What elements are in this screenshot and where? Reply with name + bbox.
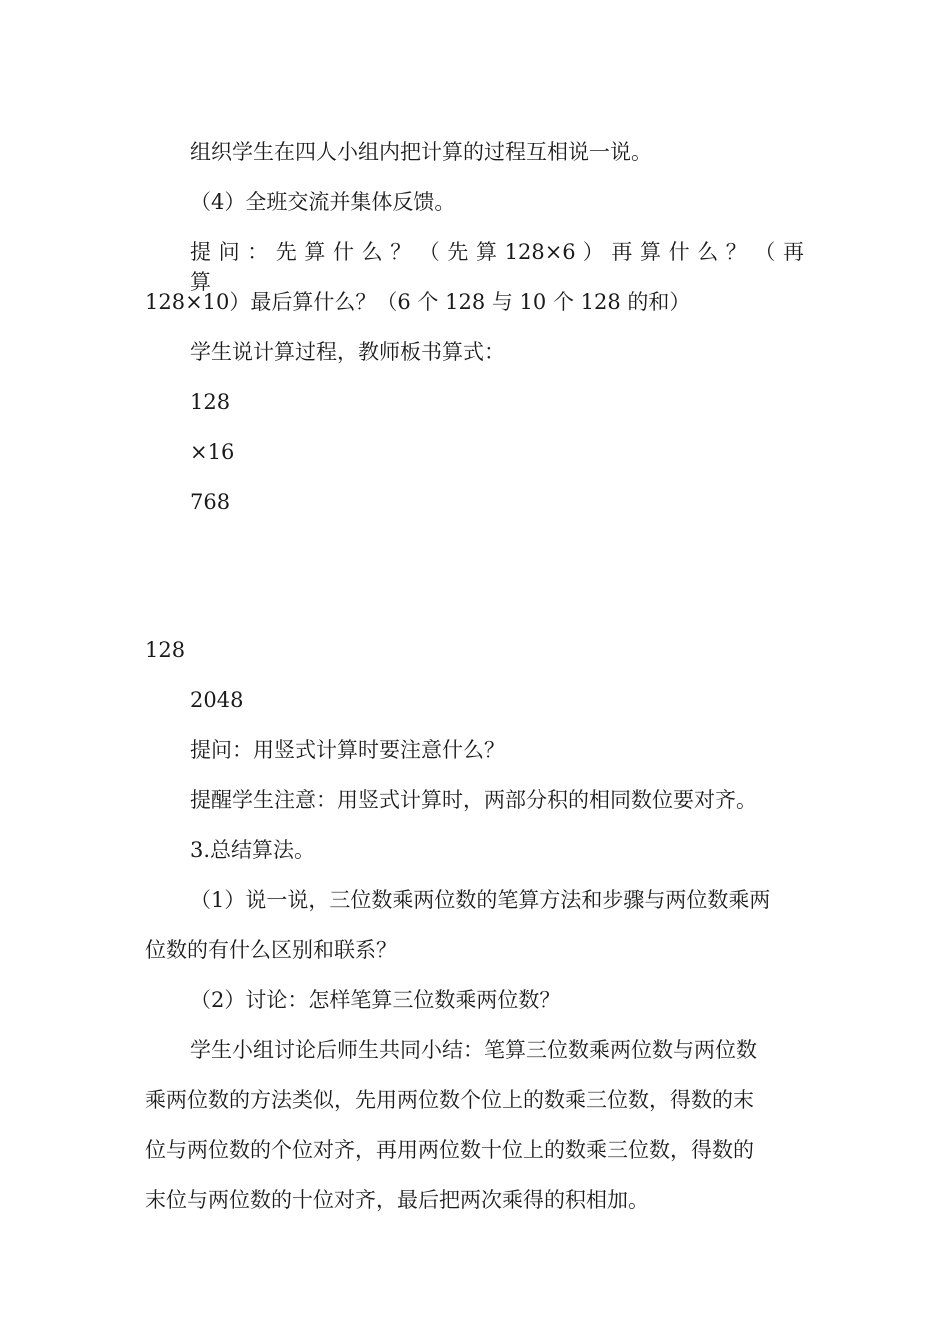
paragraph-line: 组织学生在四人小组内把计算的过程互相说一说。 [190, 140, 652, 164]
paragraph-line: 学生小组讨论后师生共同小结：笔算三位数乘两位数与两位数 [190, 1038, 757, 1062]
paragraph-line: 位与两位数的个位对齐，再用两位数十位上的数乘三位数，得数的 [145, 1138, 754, 1162]
paragraph-line: 学生说计算过程，教师板书算式： [190, 340, 505, 364]
calc-line: 128 [190, 390, 231, 414]
paragraph-line: 提醒学生注意：用竖式计算时，两部分积的相同数位要对齐。 [190, 788, 757, 812]
paragraph-line: 乘两位数的方法类似，先用两位数个位上的数乘三位数，得数的末 [145, 1088, 754, 1112]
paragraph-line: 提问：用竖式计算时要注意什么？ [190, 738, 505, 762]
calc-line: 768 [190, 490, 231, 514]
section-heading: 3.总结算法。 [190, 838, 316, 862]
paragraph-line: （2）讨论：怎样笔算三位数乘两位数？ [190, 988, 561, 1012]
paragraph-line: 位数的有什么区别和联系？ [145, 938, 397, 962]
paragraph-line: 末位与两位数的十位对齐，最后把两次乘得的积相加。 [145, 1188, 649, 1212]
paragraph-line: 提 问 ： 先 算 什 么 ？ （ 先 算 128×6 ） 再 算 什 么 ？ （ 再 算 [190, 240, 804, 294]
calc-line: 2048 [190, 688, 244, 712]
paragraph-line: 128×10）最后算什么？（6 个 128 与 10 个 128 的和） [145, 290, 691, 314]
calc-line: ×16 [190, 440, 235, 464]
calc-line: 128 [145, 638, 186, 662]
paragraph-line: （4）全班交流并集体反馈。 [190, 190, 456, 214]
paragraph-line: （1）说一说，三位数乘两位数的笔算方法和步骤与两位数乘两 [190, 888, 771, 912]
